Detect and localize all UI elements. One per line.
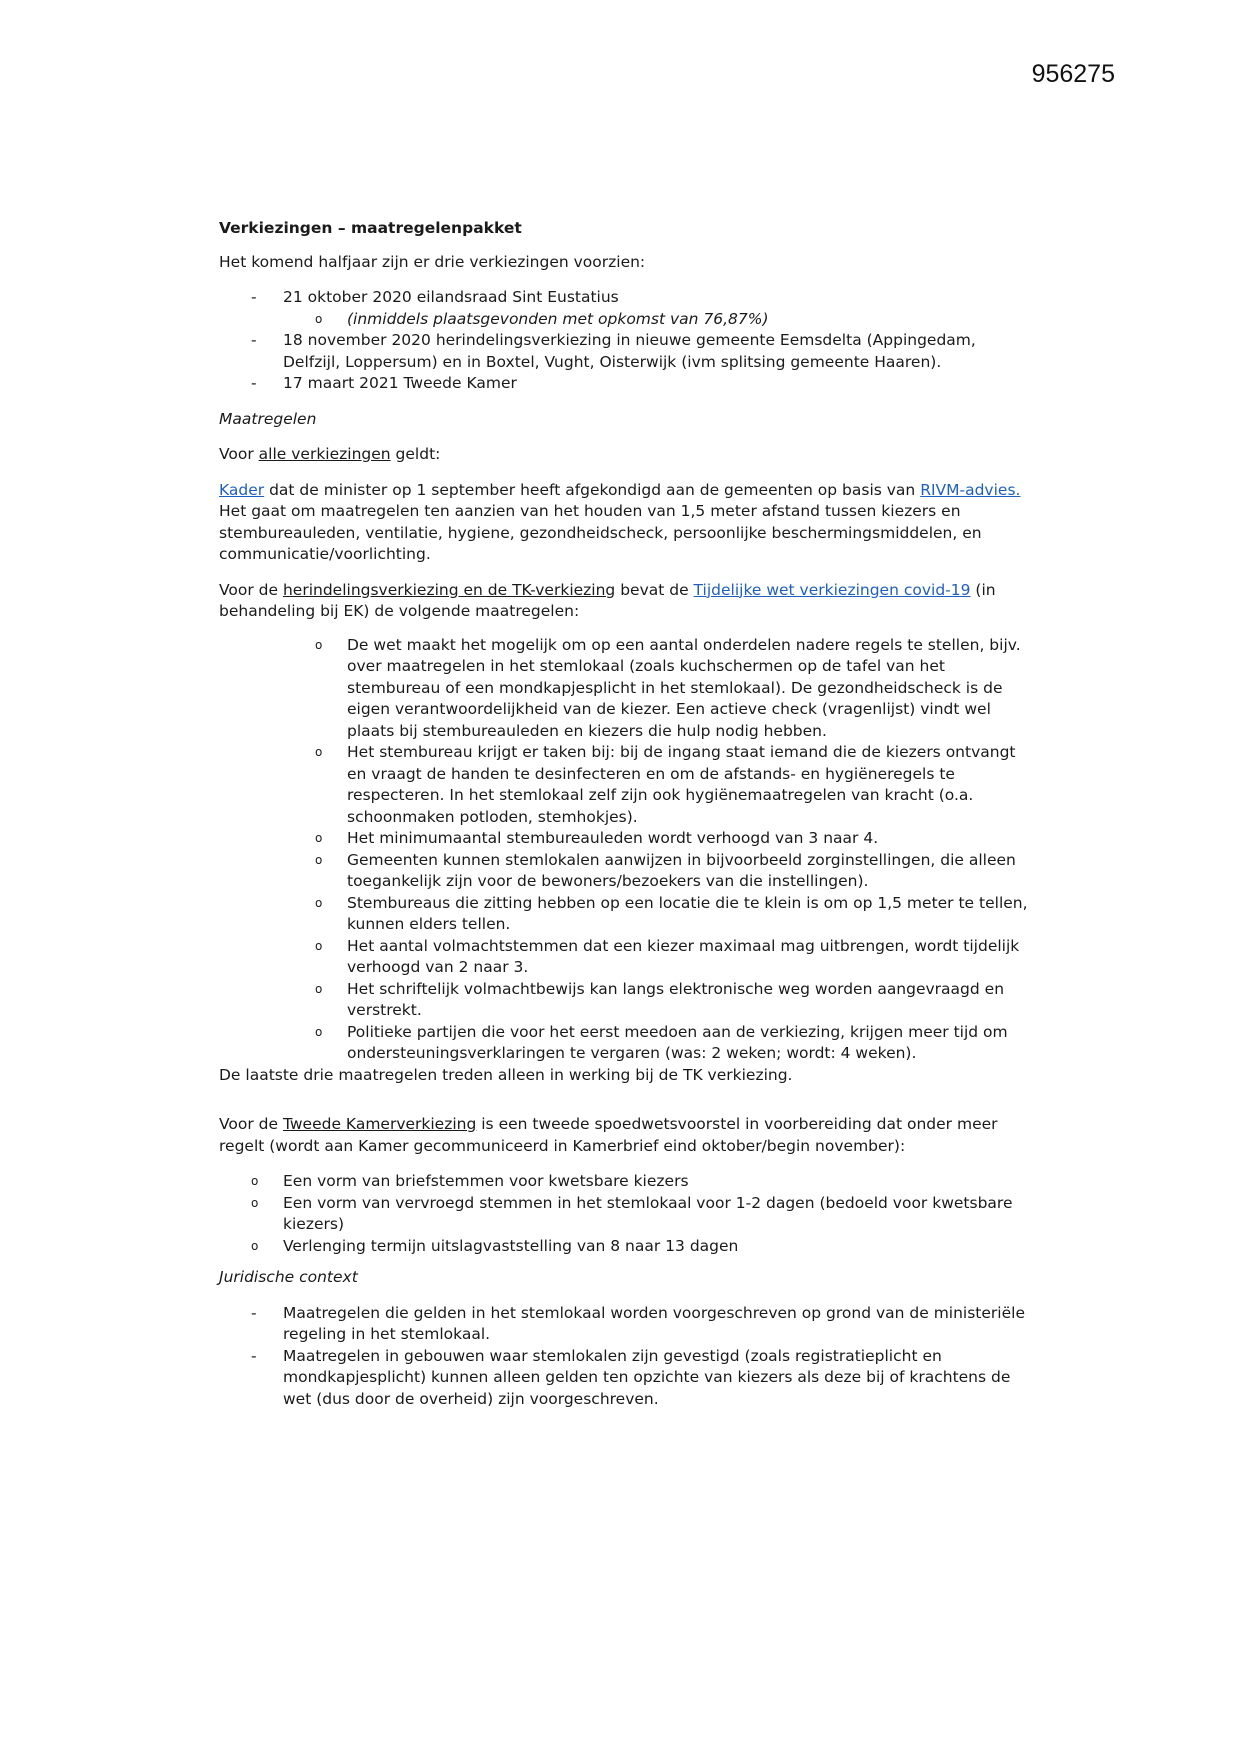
tijdelijke-wet-link[interactable]: Tijdelijke wet verkiezingen covid-19	[693, 580, 971, 599]
all-elections-paragraph: Voor alle verkiezingen geldt:	[219, 445, 441, 463]
list-item: - 21 oktober 2020 eilandsraad Sint Eustatius o (inmiddels plaatsgevonden met opkomst van 76,87%)	[219, 287, 1029, 330]
list-item: - 17 maart 2021 Tweede Kamer	[219, 373, 1029, 395]
list-item: o Verlenging termijn uitslagvaststelling van 8 naar 13 dagen	[251, 1236, 739, 1255]
list-item: o Een vorm van vervroegd stemmen in het stemlokaal voor 1-2 dagen (bedoeld voor kwetsbare kiezers)	[251, 1193, 1013, 1233]
list-item: o De wet maakt het mogelijk om op een aantal onderdelen nadere regels te stellen, bijv. over maatregelen in het stemlokaal (zoals kuchschermen op de tafel van het stembureau of een mondkapjesplicht in het stemlokaal). De gezondheidscheck is de eigen verantwoordelijkheid van de kiezer. Een actieve check (vragenlijst) vindt wel plaats bij stembureauleden en kiezers die hulp nodig hebben.	[315, 635, 1021, 740]
list-item: - Maatregelen in gebouwen waar stemlokalen zijn gevestigd (zoals registratieplicht en mondkapjesplicht) kunnen alleen gelden ten opzichte van kiezers als deze bij of krachtens de wet (dus door de overheid) zijn voorgeschreven.	[251, 1346, 1011, 1408]
kader-paragraph: Kader dat de minister op 1 september heeft afgekondigd aan de gemeenten op basis van RIVM-advies. Het gaat om maatregelen ten aanzien van het houden van 1,5 meter afstand tussen kiezers en stembureauleden, ventilatie, hygiene, gezondheidscheck, persoonlijke beschermingsmiddelen, en communicatie/voorlichting.	[219, 480, 1021, 563]
list-item: - Maatregelen die gelden in het stemlokaal worden voorgeschreven op grond van de ministeriële regeling in het stemlokaal.	[251, 1303, 1025, 1343]
measures-list	[219, 635, 1029, 1065]
dash-marker: -	[251, 374, 257, 392]
list-item: o Politieke partijen die voor het eerst meedoen aan de verkiezing, krijgen meer tijd om ondersteuningsverklaringen te vergaren (was: 2 weken; wordt: 4 weken).	[315, 1022, 1008, 1062]
tk-paragraph: Voor de Tweede Kamerverkiezing is een tweede spoedwetsvoorstel in voorbereiding dat onder meer regelt (wordt aan Kamer gecommuniceerd in Kamerbrief eind oktober/begin november):	[219, 1115, 998, 1155]
list-item: o Gemeenten kunnen stemlokalen aanwijzen in bijvoorbeeld zorginstellingen, die alleen toegankelijk zijn voor de bewoners/bezoekers van die instellingen).	[315, 850, 1016, 890]
document-number: 956275	[1031, 60, 1115, 88]
herindeling-paragraph: Voor de herindelingsverkiezing en de TK-verkiezing bevat de Tijdelijke wet verkiezingen covid-19 (in behandeling bij EK) de volgende maatregelen:	[219, 580, 996, 620]
tk-items-list	[219, 1171, 1029, 1257]
kader-link[interactable]: Kader	[219, 480, 265, 499]
list-item: o Het stembureau krijgt er taken bij: bij de ingang staat iemand die de kiezers ontvangt en vraagt de handen te desinfecteren en om de afstands- en hygiëneregels te respecteren. In het stemlokaal zelf zijn ook hygiënemaatregelen van kracht (o.a. schoonmaken potloden, stemhokjes).	[315, 743, 1016, 826]
dash-marker: -	[251, 288, 257, 306]
list-item: - 18 november 2020 herindelingsverkiezing in nieuwe gemeente Eemsdelta (Appingedam, Delfzijl, Loppersum) en in Boxtel, Vught, Oisterwijk (ivm splitsing gemeente Haaren).	[251, 331, 976, 371]
document-title: Verkiezingen – maatregelenpakket	[219, 219, 522, 237]
legal-list	[219, 1303, 1029, 1411]
section-heading-juridisch: Juridische context	[219, 1268, 358, 1286]
list-item: o Het aantal volmachtstemmen dat een kiezer maximaal mag uitbrengen, wordt tijdelijk verhoogd van 2 naar 3.	[315, 936, 1020, 976]
list-item: o Stembureaus die zitting hebben op een locatie die te klein is om op 1,5 meter te tellen, kunnen elders tellen.	[315, 893, 1028, 933]
list-item: o Een vorm van briefstemmen voor kwetsbare kiezers	[251, 1172, 689, 1190]
last-three-note: De laatste drie maatregelen treden alleen in werking bij de TK verkiezing.	[219, 1065, 793, 1084]
dash-marker: -	[251, 331, 257, 349]
sub-item: o (inmiddels plaatsgevonden met opkomst van 76,87%)	[283, 309, 1029, 331]
list-item: o Het minimumaantal stembureauleden wordt verhoogd van 3 naar 4.	[315, 829, 879, 847]
list-item: o Het schriftelijk volmachtbewijs kan langs elektronische weg worden aangevraagd en verstrekt.	[315, 979, 1005, 1019]
rivm-advies-link[interactable]: RIVM-advies.	[920, 480, 1021, 499]
intro-paragraph: Het komend halfjaar zijn er drie verkiezingen voorzien:	[219, 252, 646, 271]
document-body	[219, 218, 1029, 1424]
elections-list	[219, 287, 1029, 395]
circle-marker: o	[315, 311, 323, 326]
section-heading-maatregelen: Maatregelen	[219, 409, 317, 428]
